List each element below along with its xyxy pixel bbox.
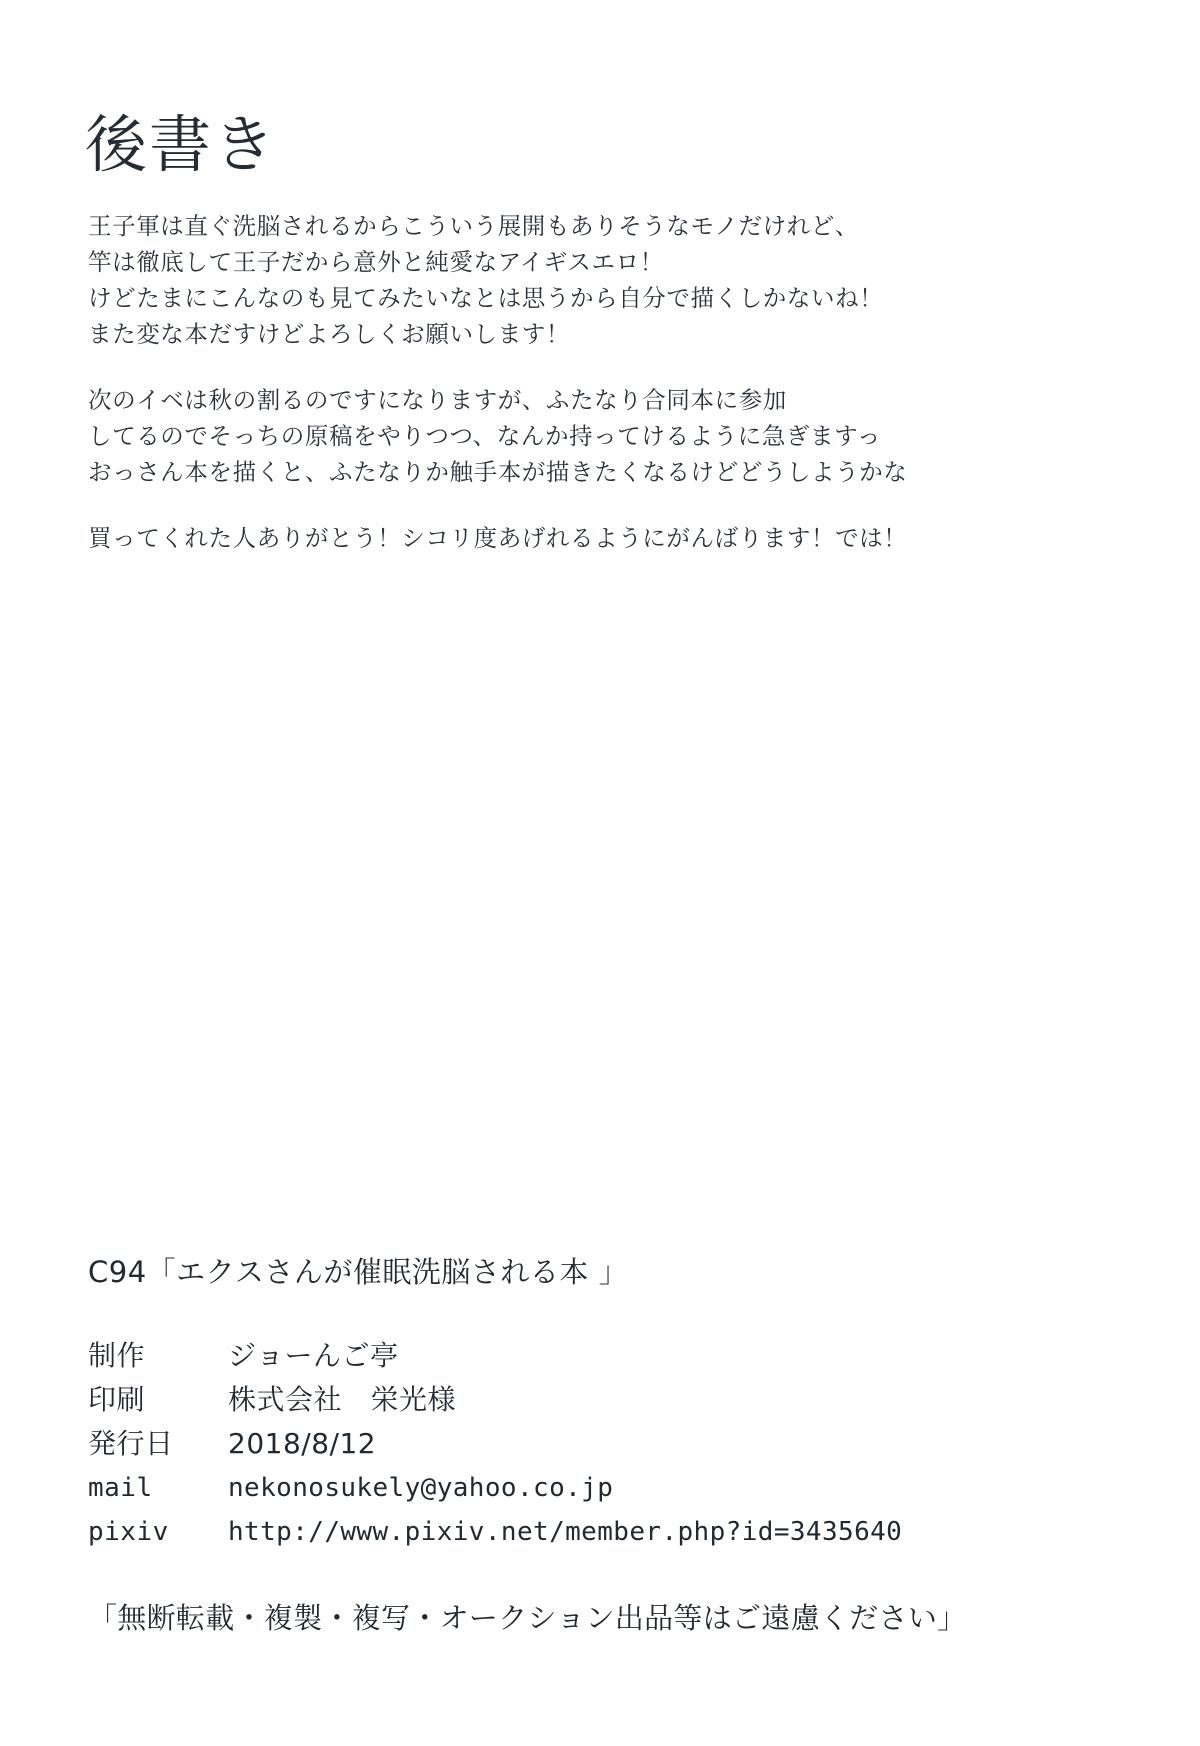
afterword-line: 買ってくれた人ありがとう！シコリ度あげれるようにがんばります！では！ [88,524,908,552]
colophon-work-title: C94「エクスさんが催眠洗脳される本 」 [88,1255,629,1289]
afterword-paragraph [88,208,1098,352]
credit-label: 制作 [88,1339,146,1372]
credit-row-production [88,1334,1118,1378]
credit-value: 2018/8/12 [228,1427,377,1460]
colophon-block [88,1252,1118,1638]
afterword-paragraph [88,520,1098,556]
credit-row-printing [88,1378,1118,1422]
credit-label: pixiv [88,1517,169,1547]
colophon-credits [88,1334,1118,1554]
credit-label: 発行日 [88,1427,174,1460]
credit-row-pixiv [88,1510,1118,1554]
afterword-line: 次のイベは秋の割るのですになりますが、ふたなり合同本に参加 [88,386,787,414]
afterword-line: また変な本だすけどよろしくお願いします！ [88,320,570,348]
afterword-line: 竿は徹底して王子だから意外と純愛なアイギスエロ！ [88,248,664,276]
credit-label: 印刷 [88,1383,146,1416]
afterword-body [88,208,1098,556]
credit-value-pixiv-url[interactable]: http://www.pixiv.net/member.php?id=3435640 [228,1517,903,1547]
credit-row-publish-date [88,1422,1118,1466]
afterword-line: してるのでそっちの原稿をやりつつ、なんか持ってけるように急ぎますっ [88,422,881,450]
credit-value: ジョーんご亭 [228,1339,399,1372]
copyright-notice: 「無断転載・複製・複写・オークション出品等はご遠慮ください」 [88,1601,967,1635]
afterword-paragraph [88,382,1098,490]
credit-value: 株式会社 栄光様 [228,1383,457,1416]
afterword-heading: 後書き [85,108,278,181]
credit-value-mail[interactable]: nekonosukely@yahoo.co.jp [228,1473,614,1503]
afterword-line: けどたまにこんなのも見てみたいなとは思うから自分で描くしかないね！ [88,284,884,312]
afterword-line: おっさん本を描くと、ふたなりか触手本が描きたくなるけどどうしようかな [88,458,908,486]
afterword-line: 王子軍は直ぐ洗脳されるからこういう展開もありそうなモノだけれど、 [88,212,859,240]
credit-label: mail [88,1473,153,1503]
credit-row-mail [88,1466,1118,1510]
